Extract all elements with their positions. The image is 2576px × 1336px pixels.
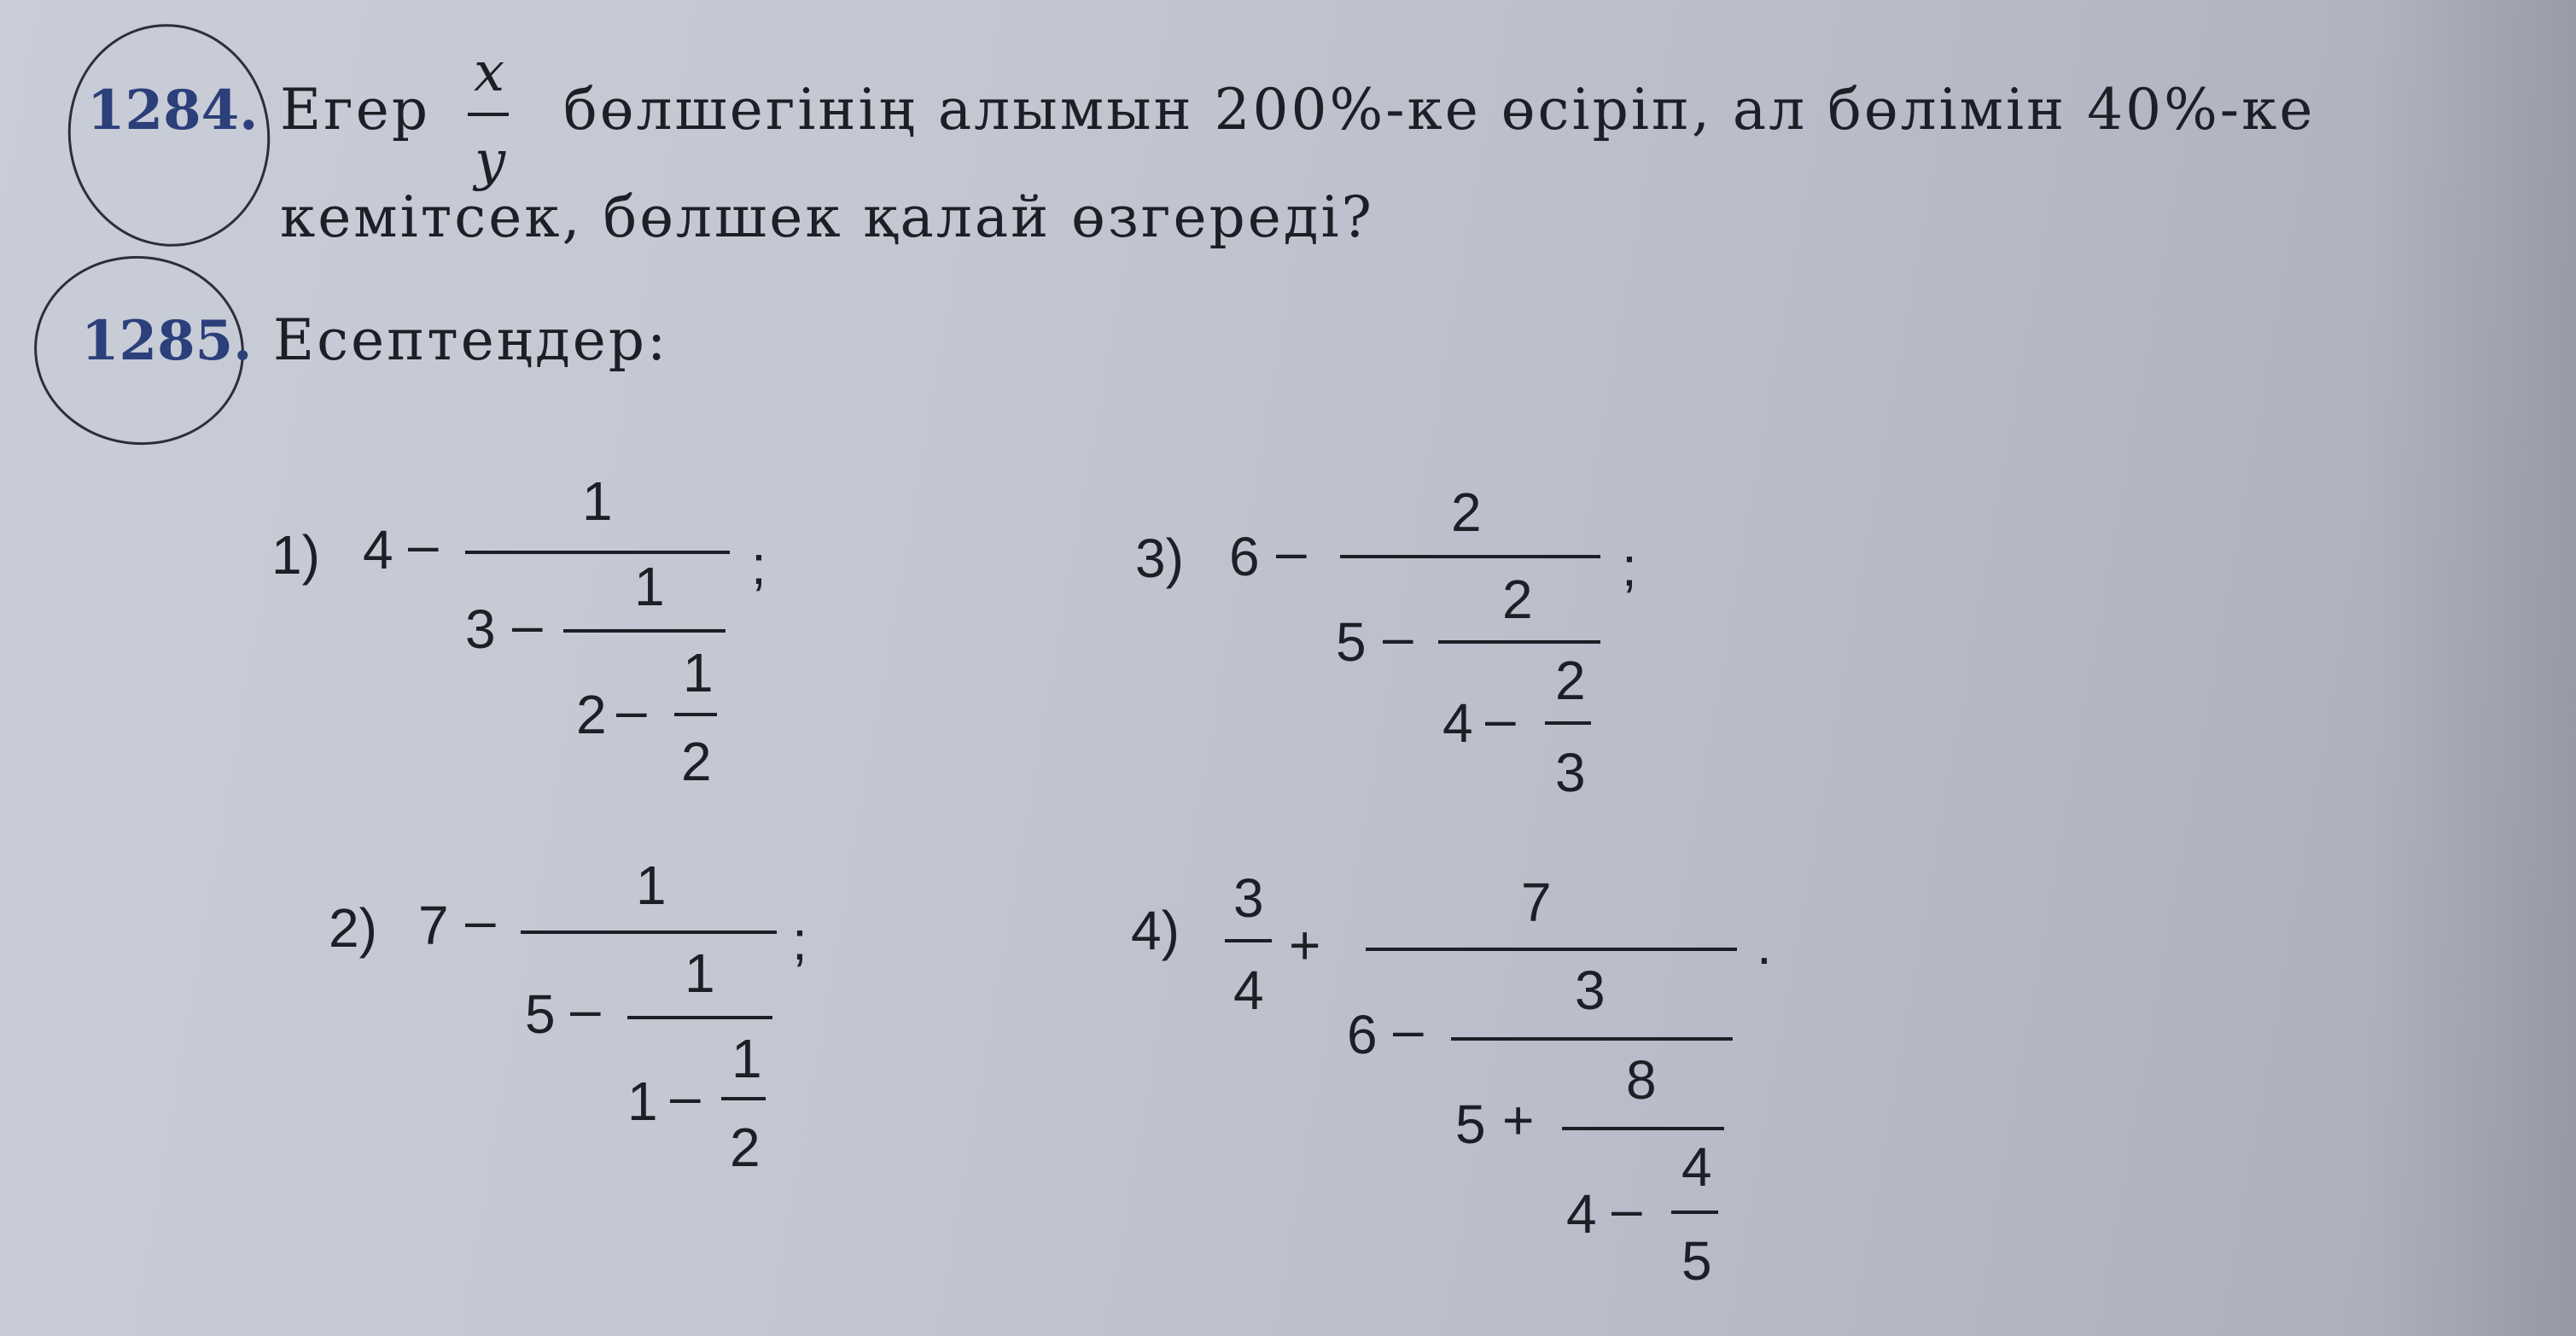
expr-2-numerator-3: 1	[731, 1028, 762, 1089]
expr-2-numerator-1: 1	[636, 855, 667, 916]
expr-3-numerator-1: 2	[1451, 481, 1482, 543]
expr-4-numerator-2: 3	[1575, 960, 1606, 1021]
expr-1-numerator-3: 1	[683, 642, 714, 703]
problem-number-1284: 1284.	[87, 79, 259, 143]
expr-4-level2-whole: 6	[1347, 1004, 1378, 1065]
expr-3-fraction-bar-1	[1340, 555, 1600, 558]
expr-3-label: 3)	[1135, 528, 1184, 589]
expr-3-numerator-2: 2	[1502, 569, 1533, 630]
expr-4-first-numerator: 3	[1233, 867, 1264, 929]
expr-1-whole: 4	[363, 519, 393, 580]
expr-4-numerator-4: 4	[1681, 1136, 1712, 1198]
expr-4-numerator-3: 8	[1626, 1049, 1657, 1111]
expr-4-fraction-bar-2	[1451, 1037, 1733, 1041]
problem-number-1285: 1285.	[81, 309, 253, 373]
expr-4-numerator-1: 7	[1521, 872, 1552, 933]
expr-1-minus-2: –	[512, 594, 543, 656]
expr-4-first-denominator: 4	[1233, 960, 1264, 1021]
expr-2-minus-2: –	[570, 978, 601, 1040]
expr-2-whole: 7	[418, 895, 449, 956]
expr-2-fraction-bar-3	[721, 1097, 766, 1100]
expr-1-semicolon: ;	[751, 534, 766, 596]
expr-3-minus-3: –	[1485, 688, 1516, 750]
expr-4-plus-3: +	[1502, 1089, 1535, 1151]
expr-4-fraction-bar-4	[1671, 1211, 1718, 1214]
expr-3-fraction-bar-3	[1545, 721, 1591, 725]
expr-1-numerator-2: 1	[634, 556, 665, 617]
expr-3-denominator-3: 3	[1555, 742, 1586, 803]
fraction-bar-x-over-y	[468, 113, 509, 116]
expr-1-label: 1)	[271, 524, 320, 586]
expr-3-minus-1: –	[1276, 521, 1307, 582]
expr-4-plus-1: +	[1289, 914, 1321, 976]
expr-1-fraction-bar-2	[563, 629, 726, 633]
problem-title-1285: Есептеңдер:	[273, 307, 669, 373]
expr-1-fraction-bar-3	[674, 713, 717, 716]
expr-1-minus-3: –	[616, 680, 647, 741]
expr-3-semicolon: ;	[1622, 536, 1637, 598]
expr-3-whole: 6	[1229, 526, 1260, 587]
expr-2-fraction-bar-1	[521, 931, 777, 934]
expr-2-level3-whole: 1	[627, 1071, 658, 1132]
expr-2-level2-whole: 5	[525, 983, 556, 1045]
problem-text-line-1: бөлшегінің алымын 200%-ке өсіріп, ал бөлімін 40%-ке	[563, 77, 2316, 143]
expr-2-denominator-3: 2	[730, 1117, 761, 1178]
expr-4-label: 4)	[1131, 900, 1180, 961]
expr-1-numerator-1: 1	[582, 470, 613, 532]
expr-3-level3-whole: 4	[1442, 692, 1473, 754]
problem-text-line-2: кемітсек, бөлшек қалай өзгереді?	[280, 184, 1374, 250]
expr-1-denominator-3: 2	[681, 731, 712, 792]
expr-3-fraction-bar-2	[1438, 640, 1600, 644]
fraction-x-numerator: x	[474, 41, 505, 104]
expr-3-numerator-3: 2	[1555, 650, 1586, 711]
expr-3-minus-2: –	[1383, 606, 1413, 668]
expr-1-minus-1: –	[408, 514, 439, 575]
expr-4-level4-whole: 4	[1566, 1183, 1597, 1245]
expr-4-level3-whole: 5	[1455, 1094, 1486, 1155]
expr-2-minus-1: –	[465, 890, 496, 951]
expr-1-level2-whole: 3	[465, 598, 496, 660]
expr-4-fraction-bar-3	[1562, 1127, 1724, 1130]
expr-4-period: .	[1757, 914, 1772, 976]
expr-2-semicolon: ;	[792, 910, 807, 971]
page-edge-shadow	[2371, 0, 2576, 1336]
expr-4-minus-4: –	[1611, 1178, 1642, 1240]
expr-4-denominator-4: 5	[1681, 1230, 1712, 1292]
expr-3-level2-whole: 5	[1336, 611, 1367, 673]
expr-1-fraction-bar-1	[465, 551, 730, 554]
problem-text-intro: Егер	[280, 77, 431, 143]
expr-1-level3-whole: 2	[576, 684, 607, 745]
fraction-y-denominator: y	[475, 130, 506, 193]
expr-4-first-fraction-bar	[1225, 939, 1272, 942]
expr-2-fraction-bar-2	[627, 1016, 772, 1019]
expr-2-label: 2)	[329, 897, 377, 959]
expr-4-fraction-bar-1	[1366, 948, 1737, 951]
expr-2-numerator-2: 1	[685, 942, 715, 1004]
expr-2-minus-3: –	[670, 1065, 701, 1127]
expr-4-minus-2: –	[1393, 999, 1424, 1060]
